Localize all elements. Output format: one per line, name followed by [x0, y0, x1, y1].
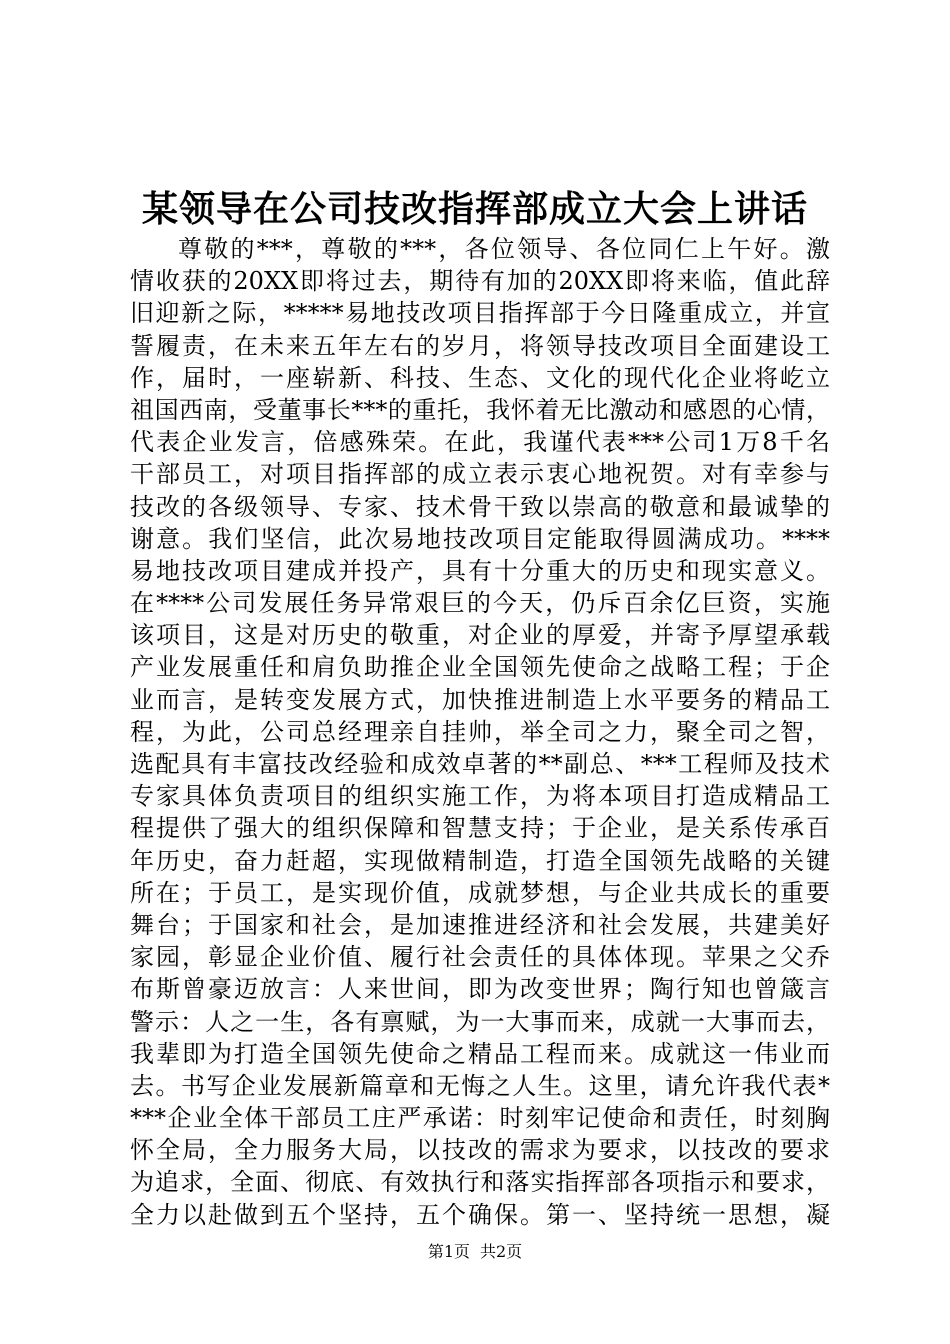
body-line: 专家具体负责项目的组织实施工作，为将本项目打造成精品工: [130, 782, 830, 811]
body-line: 祖国西南，受董事长***的重托，我怀着无比激动和感恩的心情，: [130, 395, 830, 424]
body-line: 誓履责，在未来五年左右的岁月，将领导技改项目全面建设工: [130, 331, 830, 360]
body-line: 年历史，奋力赶超，实现做精制造，打造全国领先战略的关键: [130, 846, 830, 875]
body-line: 我辈即为打造全国领先使命之精品工程而来。成就这一伟业而: [130, 1039, 830, 1068]
body-line: 全力以赴做到五个坚持，五个确保。第一、坚持统一思想，凝: [130, 1200, 830, 1229]
body-line: 产业发展重任和肩负助推企业全国领先使命之战略工程；于企: [130, 653, 830, 682]
body-line: 为追求，全面、彻底、有效执行和落实指挥部各项指示和要求，: [130, 1168, 830, 1197]
body-line: 尊敬的***，尊敬的***，各位领导、各位同仁上午好。激: [178, 235, 830, 263]
body-line: 舞台；于国家和社会，是加速推进经济和社会发展，共建美好: [130, 910, 830, 939]
document-title: 某领导在公司技改指挥部成立大会上讲话: [141, 188, 808, 230]
document-body: [130, 233, 830, 1231]
body-line: 在****公司发展任务异常艰巨的今天，仍斥百余亿巨资，实施: [130, 589, 830, 618]
body-line: 作，届时，一座崭新、科技、生态、文化的现代化企业将屹立: [130, 363, 830, 392]
body-line: 去。书写企业发展新篇章和无悔之人生。这里，请允许我代表*: [130, 1071, 830, 1100]
body-line: 该项目，这是对历史的敬重，对企业的厚爱，并寄予厚望承载: [130, 621, 830, 650]
page-number-current: 第1页: [427, 1242, 470, 1261]
body-line: 技改的各级领导、专家、技术骨干致以崇高的敬意和最诚挚的: [130, 492, 830, 521]
body-line: 家园，彰显企业价值、履行社会责任的具体体现。苹果之父乔: [130, 943, 830, 972]
body-line: 所在；于员工，是实现价值，成就梦想，与企业共成长的重要: [130, 878, 830, 907]
body-line: 程，为此，公司总经理亲自挂帅，举全司之力，聚全司之智，: [130, 717, 830, 746]
page-number-total: 共2页: [480, 1242, 523, 1261]
body-line: 布斯曾豪迈放言：人来世间，即为改变世界；陶行知也曾箴言: [130, 975, 830, 1004]
body-line: 程提供了强大的组织保障和智慧支持；于企业，是关系传承百: [130, 814, 830, 843]
body-line: 警示：人之一生，各有禀赋，为一大事而来，成就一大事而去，: [130, 1007, 830, 1036]
body-line: 代表企业发言，倍感殊荣。在此，我谨代表***公司1万8千名: [130, 428, 830, 457]
body-line: 易地技改项目建成并投产，具有十分重大的历史和现实意义。: [130, 556, 830, 585]
body-line: 干部员工，对项目指挥部的成立表示衷心地祝贺。对有幸参与: [130, 460, 830, 489]
page-footer: [0, 1240, 950, 1264]
body-line: 谢意。我们坚信，此次易地技改项目定能取得圆满成功。****: [130, 524, 830, 553]
body-line: 情收获的20XX即将过去，期待有加的20XX即将来临，值此辞: [130, 267, 830, 296]
body-line: 选配具有丰富技改经验和成效卓著的**副总、***工程师及技术: [130, 750, 830, 778]
body-line: 旧迎新之际，*****易地技改项目指挥部于今日隆重成立，并宣: [130, 299, 830, 328]
body-line: 怀全局，全力服务大局，以技改的需求为要求，以技改的要求: [130, 1136, 830, 1165]
body-line: ***企业全体干部员工庄严承诺：时刻牢记使命和责任，时刻胸: [130, 1104, 830, 1133]
body-line: 业而言，是转变发展方式，加快推进制造上水平要务的精品工: [130, 685, 830, 714]
